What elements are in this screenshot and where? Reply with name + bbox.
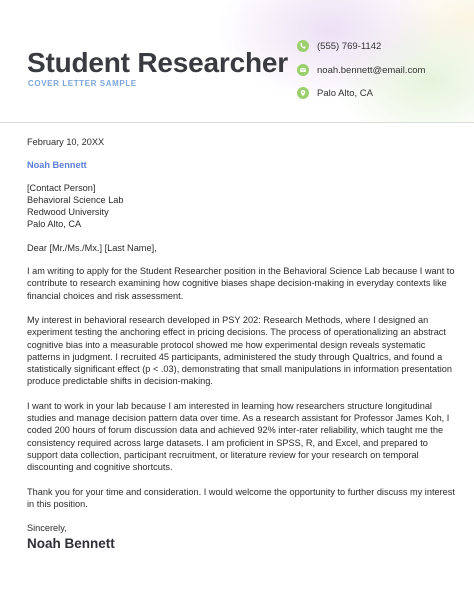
page-title: Student Researcher bbox=[27, 47, 288, 78]
body-paragraph: I am writing to apply for the Student Researcher position in the Behavioral Science Lab because I want to contribute to research examining how cognitive biases shape decision-making in everyday contexts like financial choices and risk assessment. bbox=[27, 266, 455, 301]
header-divider bbox=[0, 122, 474, 123]
recipient-line: Palo Alto, CA bbox=[27, 219, 82, 230]
recipient-line: Redwood University bbox=[27, 207, 109, 218]
document-subtitle: COVER LETTER SAMPLE bbox=[28, 79, 137, 88]
body-paragraph: I want to work in your lab because I am interested in learning how researchers structure longitudinal studies and manage decision pattern data over time. As a research assistant for Professor James Koh, I coded 200 hours of forum discussion data and achieved 92% inter-rater reliability, which taught me the consistency required across large datasets. I am proficient in SPSS, R, and Excel, and prepared to support data collection, participant recruitment, or literature review for your research on temporal discounting and cognitive shortcuts. bbox=[27, 400, 450, 473]
closing: Sincerely, bbox=[27, 523, 67, 534]
phone-icon bbox=[297, 40, 309, 52]
letter-header bbox=[0, 0, 474, 122]
sender-name: Noah Bennett bbox=[27, 160, 87, 171]
letter-body bbox=[27, 136, 459, 552]
email-address: noah.bennett@email.com bbox=[317, 64, 426, 76]
contact-location bbox=[297, 85, 467, 101]
recipient-address bbox=[27, 182, 459, 231]
phone-number: (555) 769-1142 bbox=[317, 40, 382, 52]
salutation: Dear [Mr./Ms./Mx.] [Last Name], bbox=[27, 242, 157, 253]
recipient-line: [Contact Person] bbox=[27, 182, 96, 193]
contact-email bbox=[297, 62, 467, 78]
location-pin-icon bbox=[297, 87, 309, 99]
contact-phone bbox=[297, 38, 467, 54]
letter-date: February 10, 20XX bbox=[27, 137, 105, 147]
body-paragraph: Thank you for your time and consideration. I would welcome the opportunity to further discuss my interest in this position. bbox=[27, 486, 455, 509]
email-icon bbox=[297, 64, 309, 76]
recipient-line: Behavioral Science Lab bbox=[27, 194, 124, 205]
signature: Noah Bennett bbox=[27, 536, 115, 552]
body-paragraph: My interest in behavioral research developed in PSY 202: Research Methods, where I designed an experiment testing the anchoring effect in pricing decisions. The process of operationalizing an abstract cognitive bias into a measurable protocol showed me how experimental design reveals systematic patterns in judgment. I recruited 45 participants, administered the study through Qualtrics, and found a statistically significant effect (p < .03), demonstrating that small manipulations in information presentation produce predictable shifts in decision-making. bbox=[27, 314, 452, 387]
location-text: Palo Alto, CA bbox=[317, 87, 373, 99]
